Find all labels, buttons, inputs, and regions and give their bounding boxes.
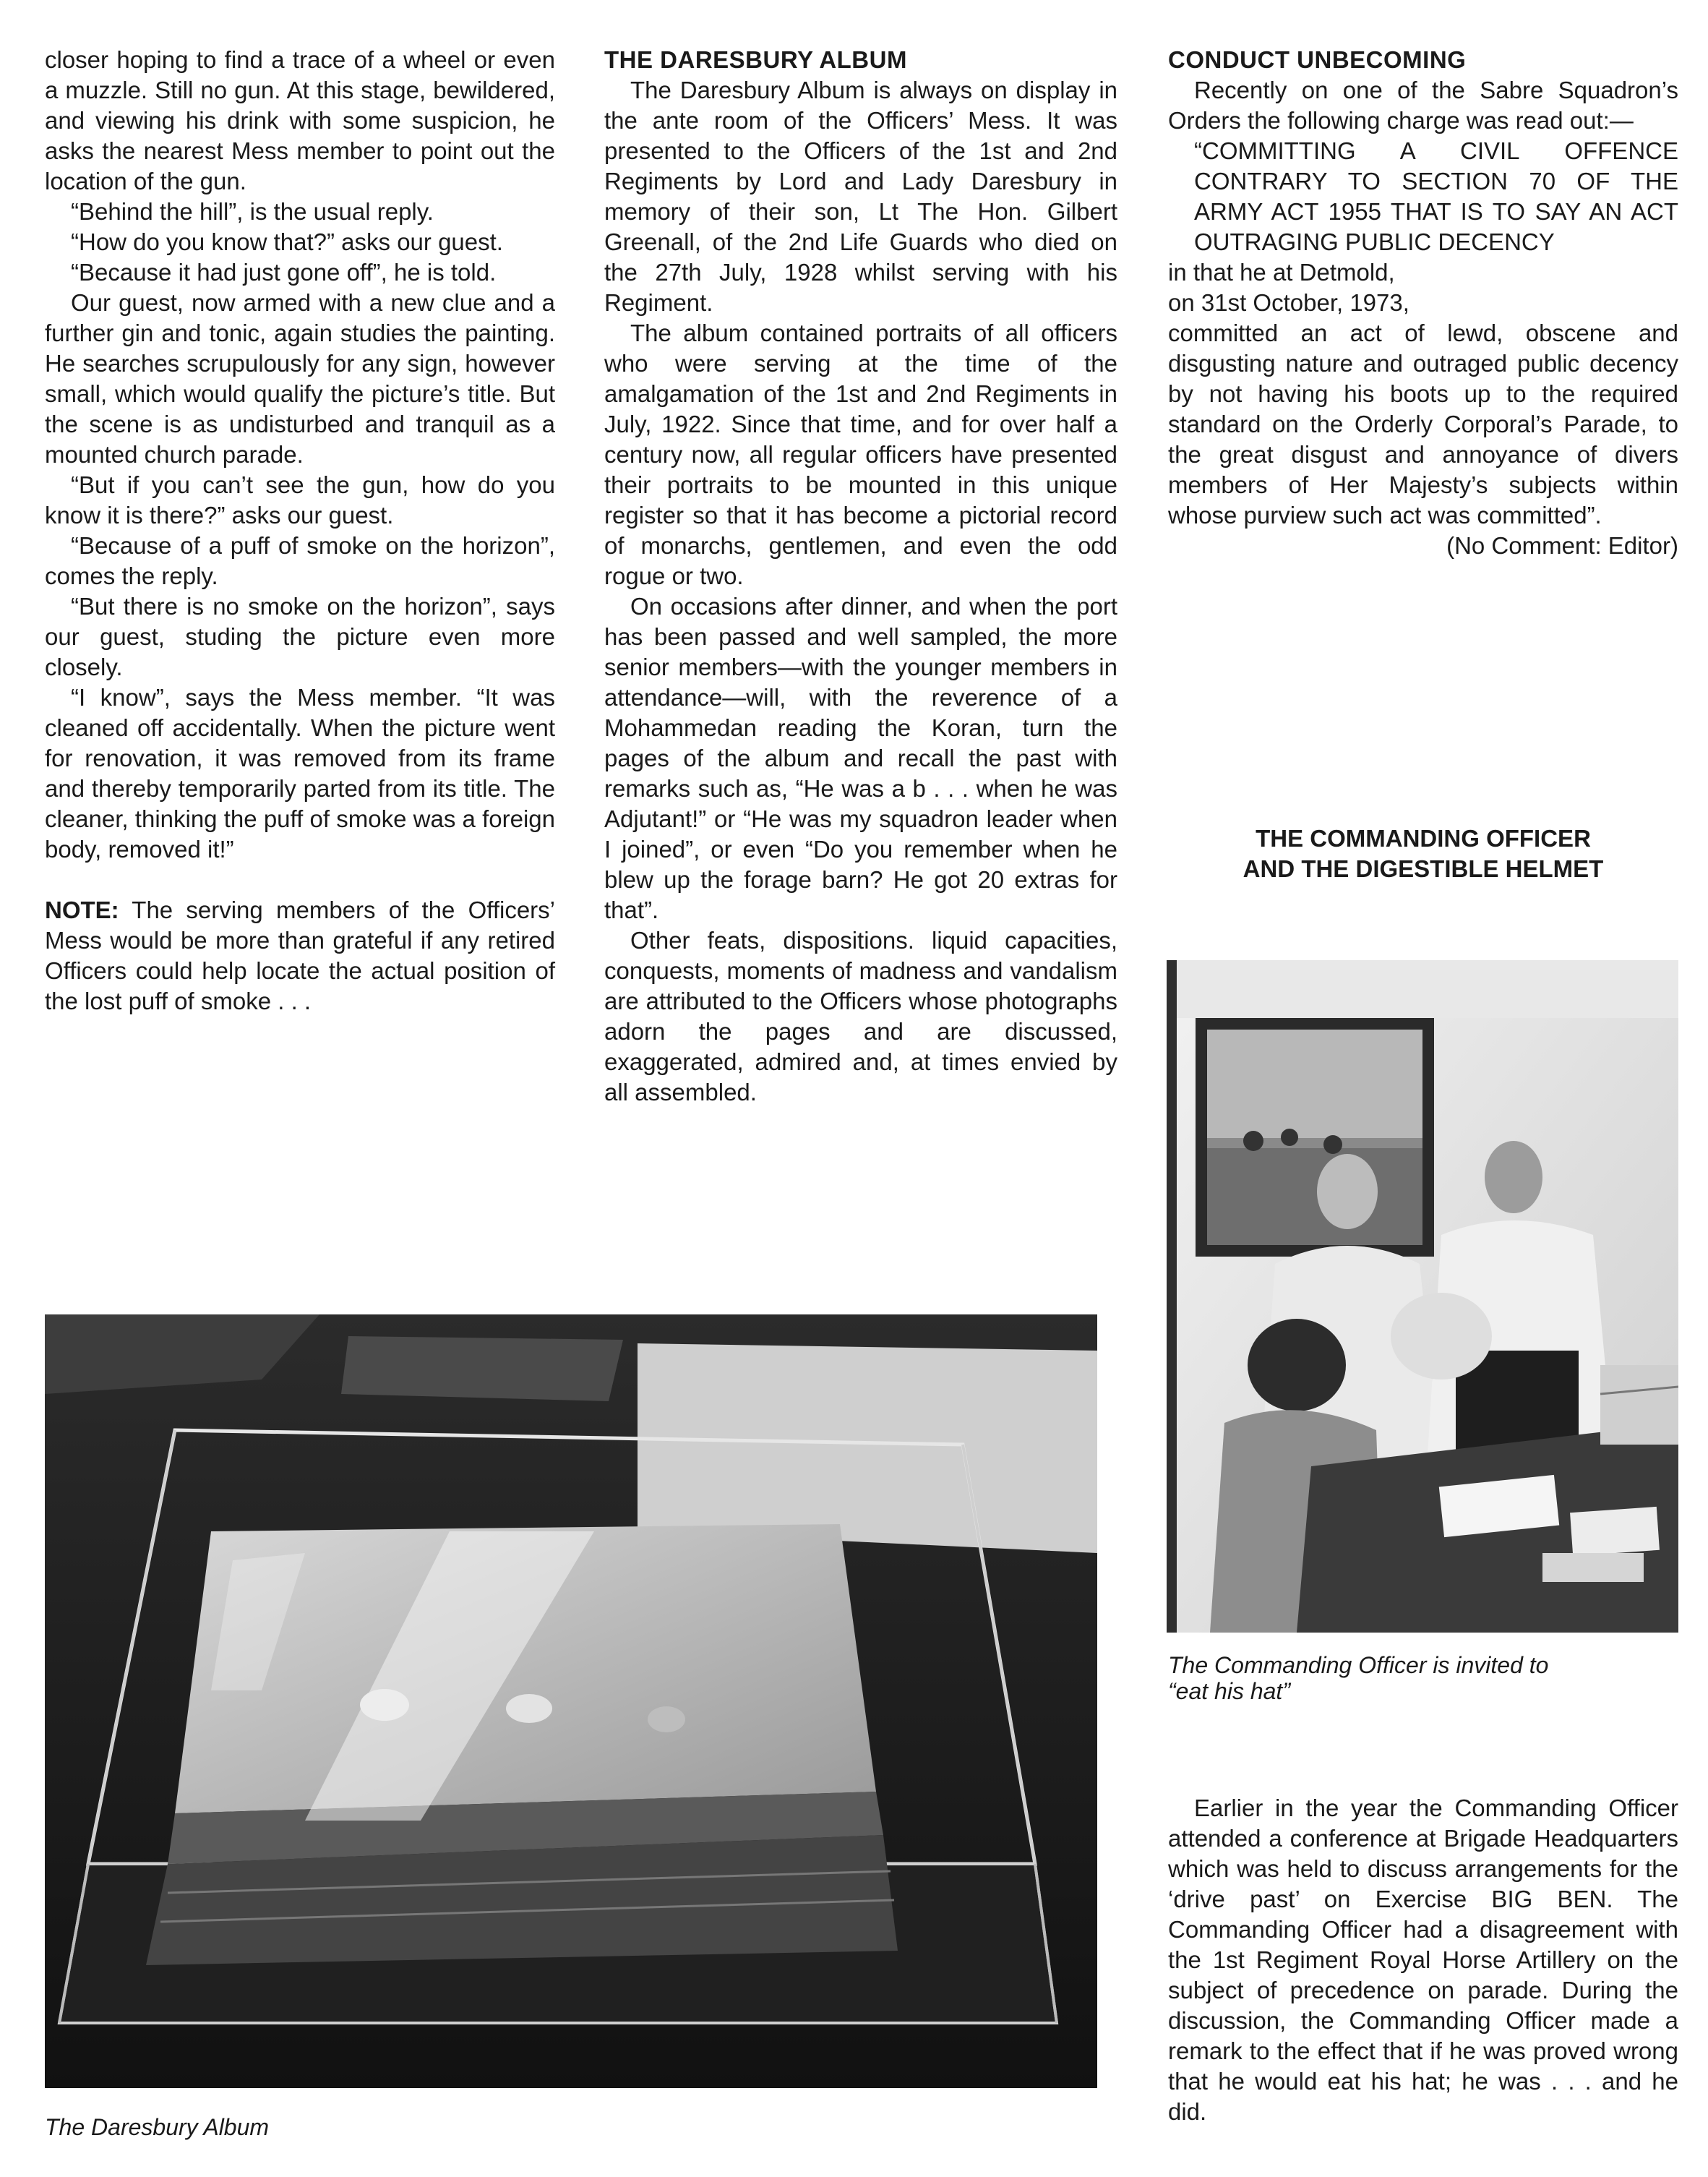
paragraph: “But there is no smoke on the horizon”, says our guest, studing the picture even more closely. bbox=[45, 593, 555, 680]
paragraph: Other feats, dispositions. liquid capacities, conquests, moments of madness and vandalism are attributed to the Officers whose photographs adorn the pages and are discussed, exaggerated, admired and, at times envied by all assembled. bbox=[604, 927, 1117, 1105]
photo-illustration bbox=[45, 1314, 1097, 2088]
charge-text: “COMMITTING A CIVIL OFFENCE CONTRARY TO SECTION 70 OF THE ARMY ACT 1955 THAT IS TO SAY AN ACT OUTRAGING PUBLIC DECENCY bbox=[1194, 137, 1678, 255]
editor-note: (No Comment: Editor) bbox=[1446, 532, 1678, 559]
paragraph: “Because it had just gone off”, he is told. bbox=[71, 259, 497, 286]
paragraph: closer hoping to find a trace of a wheel or even a muzzle. Still no gun. At this stage, bewildered, and viewing his drink with some suspicion, he asks the nearest Mess member to point out the location of the gun. bbox=[45, 46, 555, 194]
column-1 bbox=[45, 45, 555, 1017]
charge-block bbox=[1168, 136, 1678, 257]
note-text: The serving members of the Officers’ Mess would be more than grateful if any retired Officers could help locate the actual position of the lost puff of smoke . . . bbox=[45, 897, 555, 1014]
paragraph: On occasions after dinner, and when the port has been passed and well sampled, the more senior members—with the younger members in attendance—will, with the reverence of a Mohammedan reading the Koran, turn the pages of the album and recall the past with remarks such as, “He was a b . . . when he was Adjutant!” or “He was my squadron leader when I joined”, or even “Do you remember when he blew up the forage barn? He got 20 extras for that”. bbox=[604, 593, 1117, 923]
paragraph: The album contained portraits of all officers who were serving at the time of the amalgamation of the 1st and 2nd Regiments in July, 1922. Since that time, and for over half a century now, all regular officers have presented their portraits to be mounted in this unique register so that it has become a pictorial record of monarchs, gentlemen, and even the odd rogue or two. bbox=[604, 320, 1117, 589]
paragraph: Earlier in the year the Commanding Officer attended a conference at Brigade Headquarters which was held to discuss arrangements for the ‘drive past’ on Exercise BIG BEN. The Commanding Officer had a disagreement with the 1st Regiment Royal Horse Artillery on the subject of precedence on parade. During the discussion, the Commanding Officer made a remark to the effect that if he was proved wrong that he would eat his hat; he was . . . and he did. bbox=[1168, 1795, 1678, 2125]
paragraph-line: in that he at Detmold, bbox=[1168, 259, 1395, 286]
paragraph: “Because of a puff of smoke on the horizon”, comes the reply. bbox=[45, 532, 555, 589]
paragraph: The Daresbury Album is always on display in the ante room of the Officers’ Mess. It was presented to the Officers of the 1st and 2nd Regiments by Lord and Lady Daresbury in memory of their son, Lt The Hon. Gilbert Greenall, of the 2nd Life Guards who died on the 27th July, 1928 whilst serving with his Regiment. bbox=[604, 77, 1117, 316]
commanding-officer-text bbox=[1168, 1793, 1678, 2127]
column-3 bbox=[1168, 45, 1678, 561]
heading-line: AND THE DIGESTIBLE HELMET bbox=[1243, 855, 1604, 882]
paragraph: “I know”, says the Mess member. “It was cleaned off accidentally. When the picture went for renovation, it was removed from its frame and thereby temporarily parted from its title. The cleaner, thinking the puff of smoke was a foreign body, removed it!” bbox=[45, 684, 555, 863]
heading-line: THE COMMANDING OFFICER bbox=[1256, 825, 1591, 852]
paragraph: committed an act of lewd, obscene and disgusting nature and outraged public decency by not having his boots up to the required standard on the Orderly Corporal’s Parade, to the great disgust and annoyance of divers members of Her Majesty’s subjects within whose purview such act was committed”. bbox=[1168, 320, 1678, 529]
column-2 bbox=[604, 45, 1117, 1108]
note-label: NOTE: bbox=[45, 897, 119, 923]
paragraph: Our guest, now armed with a new clue and a further gin and tonic, again studies the painting. He searches scrupulously for any sign, however small, which would qualify the picture’s title. But the scene is as undisturbed and tranquil as a mounted church parade. bbox=[45, 289, 555, 468]
paragraph-line: on 31st October, 1973, bbox=[1168, 289, 1409, 316]
paragraph: Recently on one of the Sabre Squadron’s Orders the following charge was read out:— bbox=[1168, 77, 1678, 134]
section-heading-commanding-officer bbox=[1168, 824, 1678, 884]
commanding-officer-caption: The Commanding Officer is invited to “eat his hat” bbox=[1168, 1652, 1549, 1704]
section-heading-conduct-unbecoming: CONDUCT UNBECOMING bbox=[1168, 46, 1467, 73]
note-paragraph bbox=[45, 895, 555, 1017]
paragraph: “Behind the hill”, is the usual reply. bbox=[71, 198, 434, 225]
photo-illustration bbox=[1167, 960, 1678, 1633]
commanding-officer-photo bbox=[1167, 960, 1678, 1633]
paragraph: “How do you know that?” asks our guest. bbox=[71, 228, 503, 255]
paragraph: “But if you can’t see the gun, how do you know it is there?” asks our guest. bbox=[45, 471, 555, 529]
daresbury-album-photo bbox=[45, 1314, 1097, 2088]
section-heading-daresbury-album: THE DARESBURY ALBUM bbox=[604, 46, 907, 73]
album-caption: The Daresbury Album bbox=[45, 2114, 270, 2140]
